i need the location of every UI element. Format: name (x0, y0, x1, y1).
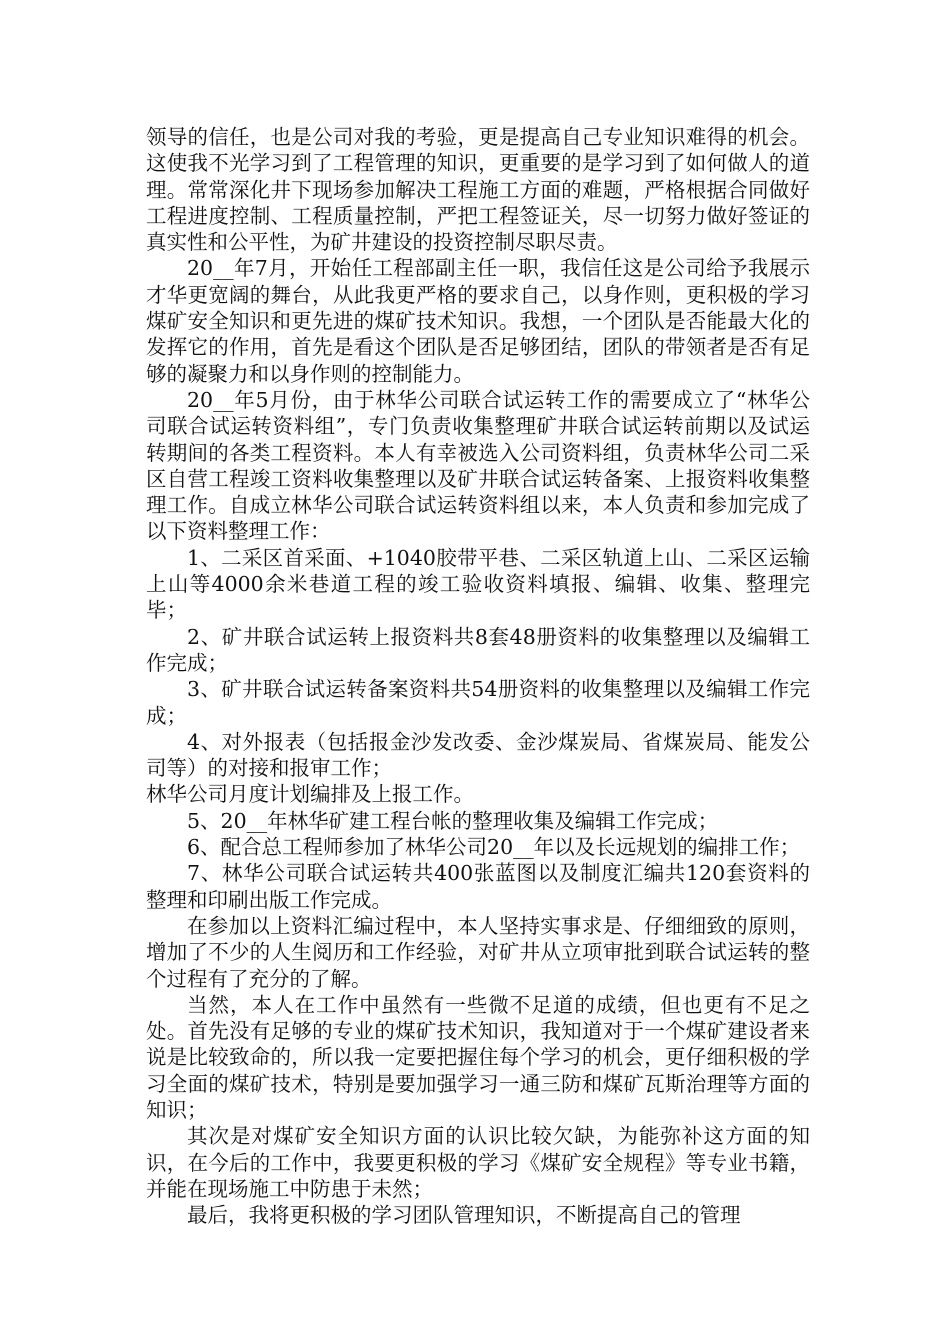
list-item-2: 2、矿井联合试运转上报资料共8套48册资料的收集整理以及编辑工作完成； (146, 624, 810, 675)
paragraph-1: 领导的信任，也是公司对我的考验，更是提高自己专业知识难得的机会。这使我不光学习到了工程管理的知识，更重要的是学习到了如何做人的道理。常常深化井下现场参加解决工程施工方面的难题，严格根据合同做好工程进度控制、工程质量控制，严把工程签证关，尽一切努力做好签证的真实性和公平性，为矿井建设的投资控制尽职尽责。 (146, 125, 810, 255)
paragraph-finally: 最后，我将更积极的学习团队管理知识，不断提高自己的管理 (187, 1203, 741, 1228)
list-item-6: 6、配合总工程师参加了林华公司20__年以及长远规划的编排工作； (187, 835, 801, 860)
document-body (146, 124, 810, 1228)
list-item-4: 4、对外报表（包括报金沙发改委、金沙煤炭局、省煤炭局、能发公司等）的对接和报审工作； (146, 729, 810, 781)
list-item-3: 3、矿井联合试运转备案资料共54册资料的收集整理以及编辑工作完成； (146, 677, 810, 728)
paragraph-3: 20__年5月份，由于林华公司联合试运转工作的需要成立了“林华公司联合试运转资料组”，专门负责收集整理矿井联合试运转前期以及试运转期间的各类工程资料。本人有幸被选入公司资料组，负责林华公司二采区自营工程竣工资料收集整理以及矿井联合试运转备案、上报资料收集整理工作。自成立林华公司联合试运转资料组以来，本人负责和参加完成了以下资料整理工作： (146, 387, 810, 544)
list-item-1: 1、二采区首采面、+1040胶带平巷、二采区轨道上山、二采区运输上山等4000余米巷道工程的竣工验收资料填报、编辑、收集、整理完毕； (146, 545, 810, 623)
list-item-4-continuation: 林华公司月度计划编排及上报工作。 (146, 782, 474, 807)
paragraph-summary: 在参加以上资料汇编过程中，本人坚持实事求是、仔细细致的原则，增加了不少的人生阅历和工作经验，对矿井从立项审批到联合试运转的整个过程有了充分的了解。 (146, 913, 810, 991)
list-item-7: 7、林华公司联合试运转共400张蓝图以及制度汇编共120套资料的整理和印刷出版工作完成。 (146, 861, 810, 912)
paragraph-shortcomings: 当然，本人在工作中虽然有一些微不足道的成绩，但也更有不足之处。首先没有足够的专业的煤矿技术知识，我知道对于一个煤矿建设者来说是比较致命的，所以我一定要把握住每个学习的机会，更仔细积极的学习全面的煤矿技术，特别是要加强学习一通三防和煤矿瓦斯治理等方面的知识； (146, 992, 810, 1122)
paragraph-2: 20__年7月，开始任工程部副主任一职，我信任这是公司给予我展示才华更宽阔的舞台，从此我更严格的要求自己，以身作则，更积极的学习煤矿安全知识和更先进的煤矿技术知识。我想，一个团队是否能最大化的发挥它的作用，首先是看这个团队是否足够团结，团队的带领者是否有足够的凝聚力和以身作则的控制能力。 (146, 256, 810, 386)
paragraph-secondly: 其次是对煤矿安全知识方面的认识比较欠缺，为能弥补这方面的知识，在今后的工作中，我要更积极的学习《煤矿安全规程》等专业书籍，并能在现场施工中防患于未然； (146, 1124, 810, 1201)
list-item-5: 5、20__年林华矿建工程台帐的整理收集及编辑工作完成； (187, 808, 719, 833)
